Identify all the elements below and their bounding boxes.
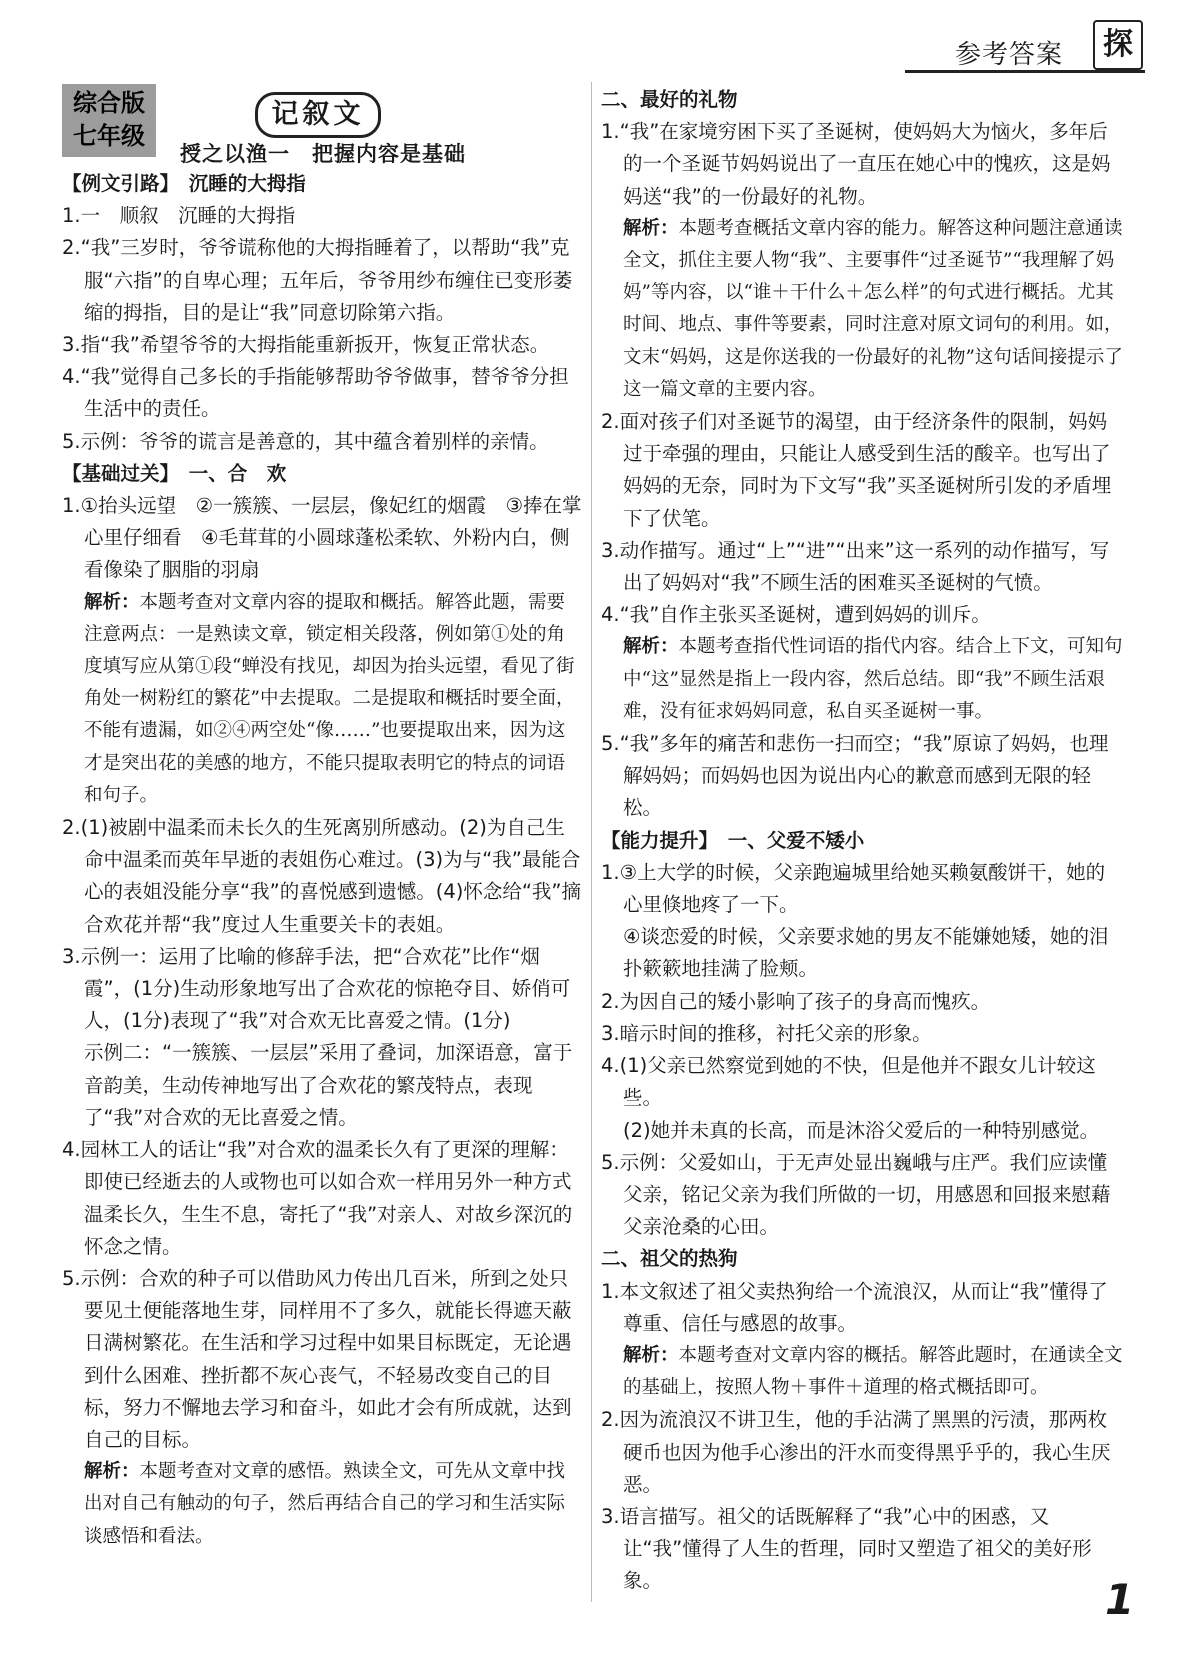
analysis-text: 本题考查对文章内容的概括。解答此题时，在通读全文的基础上，按照人物＋事件＋道理的格式概括即可。 xyxy=(623,1344,1123,1399)
answer-item: 3.暗示时间的推移，衬托父亲的形象。 xyxy=(601,1021,932,1045)
section-title: 二、祖父的热狗 xyxy=(601,1247,738,1271)
answer-item: 1.“我”在家境穷困下买了圣诞树，使妈妈大为恼火，多年后的一个圣诞节妈妈说出了一直压在她心中的愧疚，这是妈妈送“我”的一份最好的礼物。 xyxy=(601,120,1111,208)
analysis-label: 解析： xyxy=(84,591,140,613)
analysis-text: 本题考查指代性词语的指代内容。结合上下文，可知句中“这”显然是指上一段内容，然后总结。即“我”不顾生活艰难，没有征求妈妈同意，私自买圣诞树一事。 xyxy=(623,636,1123,722)
answer-item-continued: (2)她并未真的长高，而是沐浴父爱后的一种特别感觉。 xyxy=(623,1118,1100,1142)
header-rule xyxy=(905,70,1145,73)
header-title: 参考答案 xyxy=(955,40,1064,70)
answer-item: 4.“我”自作主张买圣诞树，遭到妈妈的训斥。 xyxy=(601,603,991,627)
analysis-text: 本题考查概括文章内容的能力。解答这种问题注意通读全文，抓住主要人物“我”、主要事件“过圣诞节”“我理解了妈妈”等内容，以“谁＋干什么＋怎么样”的句式进行概括。尤其时间、地点、事件等要素，同时注意对原文词句的利用。如，文末“妈妈，这是你送我的一份最好的礼物”这句话间接提示了这一篇文章的主要内容。 xyxy=(623,217,1123,400)
analysis-label: 解析： xyxy=(623,1344,679,1366)
edition-label: 综合版 xyxy=(73,89,145,117)
answer-item: 5.示例：父爱如山，于无声处显出巍峨与庄严。我们应读懂父亲，铭记父亲为我们所做的一切，用感恩和回报来慰藉父亲沧桑的心田。 xyxy=(601,1150,1111,1239)
answer-item: 5.“我”多年的痛苦和悲伤一扫而空；“我”原谅了妈妈，也理解妈妈；而妈妈也因为说出内心的歉意而感到无限的轻松。 xyxy=(601,732,1109,820)
analysis-label: 解析： xyxy=(84,1461,140,1483)
grade-label: 七年级 xyxy=(73,122,145,150)
column-divider xyxy=(591,82,592,1602)
answer-item: 3.语言描写。祖父的话既解释了“我”心中的困惑，又让“我”懂得了人生的哲理，同时又塑造了祖父的美好形象。 xyxy=(601,1504,1092,1593)
answer-item: 1.一 顺叙 沉睡的大拇指 xyxy=(62,204,296,228)
answer-item-continued: ④谈恋爱的时候，父亲要求她的男友不能嫌她矮，她的泪扑簌簌地挂满了脸颊。 xyxy=(623,925,1109,981)
answer-item-continued: 示例二：“一簇簇、一层层”采用了叠词，加深语意，富于音韵美，生动传神地写出了合欢花的繁茂特点，表现了“我”对合欢的无比喜爱之情。 xyxy=(84,1041,573,1129)
analysis-text: 本题考查对文章的感悟。熟读全文，可先从文章中找出对自己有触动的句子，然后再结合自己的学习和生活实际谈感悟和看法。 xyxy=(84,1461,566,1547)
analysis-note xyxy=(62,1456,582,1553)
answer-item: 2.“我”三岁时，爷爷谎称他的大拇指睡着了，以帮助“我”克服“六指”的自卑心理；五年后，爷爷用纱布缠住已变形萎缩的拇指，目的是让“我”同意切除第六指。 xyxy=(62,236,573,324)
analysis-note xyxy=(62,587,582,812)
analysis-note xyxy=(601,213,1123,406)
brand-logo-icon: 探 xyxy=(1093,20,1143,70)
page-header xyxy=(0,0,1200,90)
analysis-text: 本题考查对文章内容的提取和概括。解答此题，需要注意两点：一是熟读文章，锁定相关段落，例如第①处的角度填写应从第①段“蝉没有找见，却因为抬头远望，看见了街角处一树粉红的繁花”中去提取。二是提取和概括时要全面，不能有遗漏，如②④两空处“像……”也要提取出来，因为这才是突出花的美感的地方，不能只提取表明它的特点的词语和句子。 xyxy=(84,591,575,806)
analysis-note xyxy=(601,1340,1123,1404)
analysis-label: 解析： xyxy=(623,217,679,239)
answer-item: 2.(1)被剧中温柔而未长久的生死离别所感动。(2)为自己生命中温柔而英年早逝的表姐伤心难过。(3)为与“我”最能合心的表姐没能分享“我”的喜悦感到遗憾。(4)怀念给“我”摘合欢花并帮“我”度过人生重要关卡的表姐。 xyxy=(62,816,582,936)
section-subtitle: 授之以渔一 把握内容是基础 xyxy=(180,142,466,166)
right-column xyxy=(601,84,1123,1598)
answer-item: 3.示例一：运用了比喻的修辞手法，把“合欢花”比作“烟霞”，(1分)生动形象地写出了合欢花的惊艳夺目、娇俏可人，(1分)表现了“我”对合欢无比喜爱之情。(1分) xyxy=(62,944,571,1033)
answer-item: 5.示例：爷爷的谎言是善意的，其中蕴含着别样的亲情。 xyxy=(62,429,549,453)
answer-item: 1.①抬头远望 ②一簇簇、一层层，像妃红的烟霞 ③捧在掌心里仔细看 ④毛茸茸的小圆球蓬松柔软、外粉内白，侧看像染了胭脂的羽扇 xyxy=(62,494,582,582)
answer-item: 4.“我”觉得自己多长的手指能够帮助爷爷做事，替爷爷分担生活中的责任。 xyxy=(62,365,569,421)
answer-item: 5.示例：合欢的种子可以借助风力传出几百米，所到之处只要见土便能落地生芽，同样用不了多久，就能长得遮天蔽日满树繁花。在生活和学习过程中如果目标既定，无论遇到什么困难、挫折都不灰心丧气，不轻易改变自己的目标，努力不懈地去学习和奋斗，如此才会有所成就，达到自己的目标。 xyxy=(62,1266,572,1451)
answer-item: 1.③上大学的时候，父亲跑遍城里给她买赖氨酸饼干，她的心里倏地疼了一下。 xyxy=(601,860,1106,917)
edition-badge xyxy=(62,84,156,157)
section-title: 【基础过关】 一、合 欢 xyxy=(62,461,287,485)
answer-item: 2.面对孩子们对圣诞节的渴望，由于经济条件的限制，妈妈过于牵强的理由，只能让人感受到生活的酸辛。也写出了妈妈的无奈，同时为下文写“我”买圣诞树所引发的矛盾埋下了伏笔。 xyxy=(601,410,1112,530)
section-title: 二、最好的礼物 xyxy=(601,88,738,111)
answer-item: 3.动作描写。通过“上”“进”“出来”这一系列的动作描写，写出了妈妈对“我”不顾生活的困难买圣诞树的气愤。 xyxy=(601,538,1110,595)
analysis-note xyxy=(601,631,1123,728)
section-title: 【例文引路】 沉睡的大拇指 xyxy=(62,172,306,195)
answer-item: 1.本文叙述了祖父卖热狗给一个流浪汉，从而让“我”懂得了尊重、信任与感恩的故事。 xyxy=(601,1279,1108,1335)
page-number: 1 xyxy=(1105,1575,1135,1624)
answer-item: 3.指“我”希望爷爷的大拇指能重新扳开，恢复正常状态。 xyxy=(62,333,550,357)
section-title: 【能力提升】 一、父爱不矮小 xyxy=(601,828,865,852)
answer-item: 4.(1)父亲已然察觉到她的不快，但是他并不跟女儿计较这些。 xyxy=(601,1054,1096,1110)
answer-item: 2.为因自己的矮小影响了孩子的身高而愧疚。 xyxy=(601,989,991,1013)
genre-title: 记叙文 xyxy=(255,92,381,138)
analysis-label: 解析： xyxy=(623,636,679,658)
answer-item: 2.因为流浪汉不讲卫生，他的手沾满了黑黑的污渍，那两枚硬币也因为他手心渗出的汗水而变得黑乎乎的，我心生厌恶。 xyxy=(601,1408,1111,1496)
left-column xyxy=(62,168,582,1553)
answer-item: 4.园林工人的话让“我”对合欢的温柔长久有了更深的理解：即使已经逝去的人或物也可以如合欢一样用另外一种方式温柔长久，生生不息，寄托了“我”对亲人、对故乡深沉的怀念之情。 xyxy=(62,1138,573,1258)
